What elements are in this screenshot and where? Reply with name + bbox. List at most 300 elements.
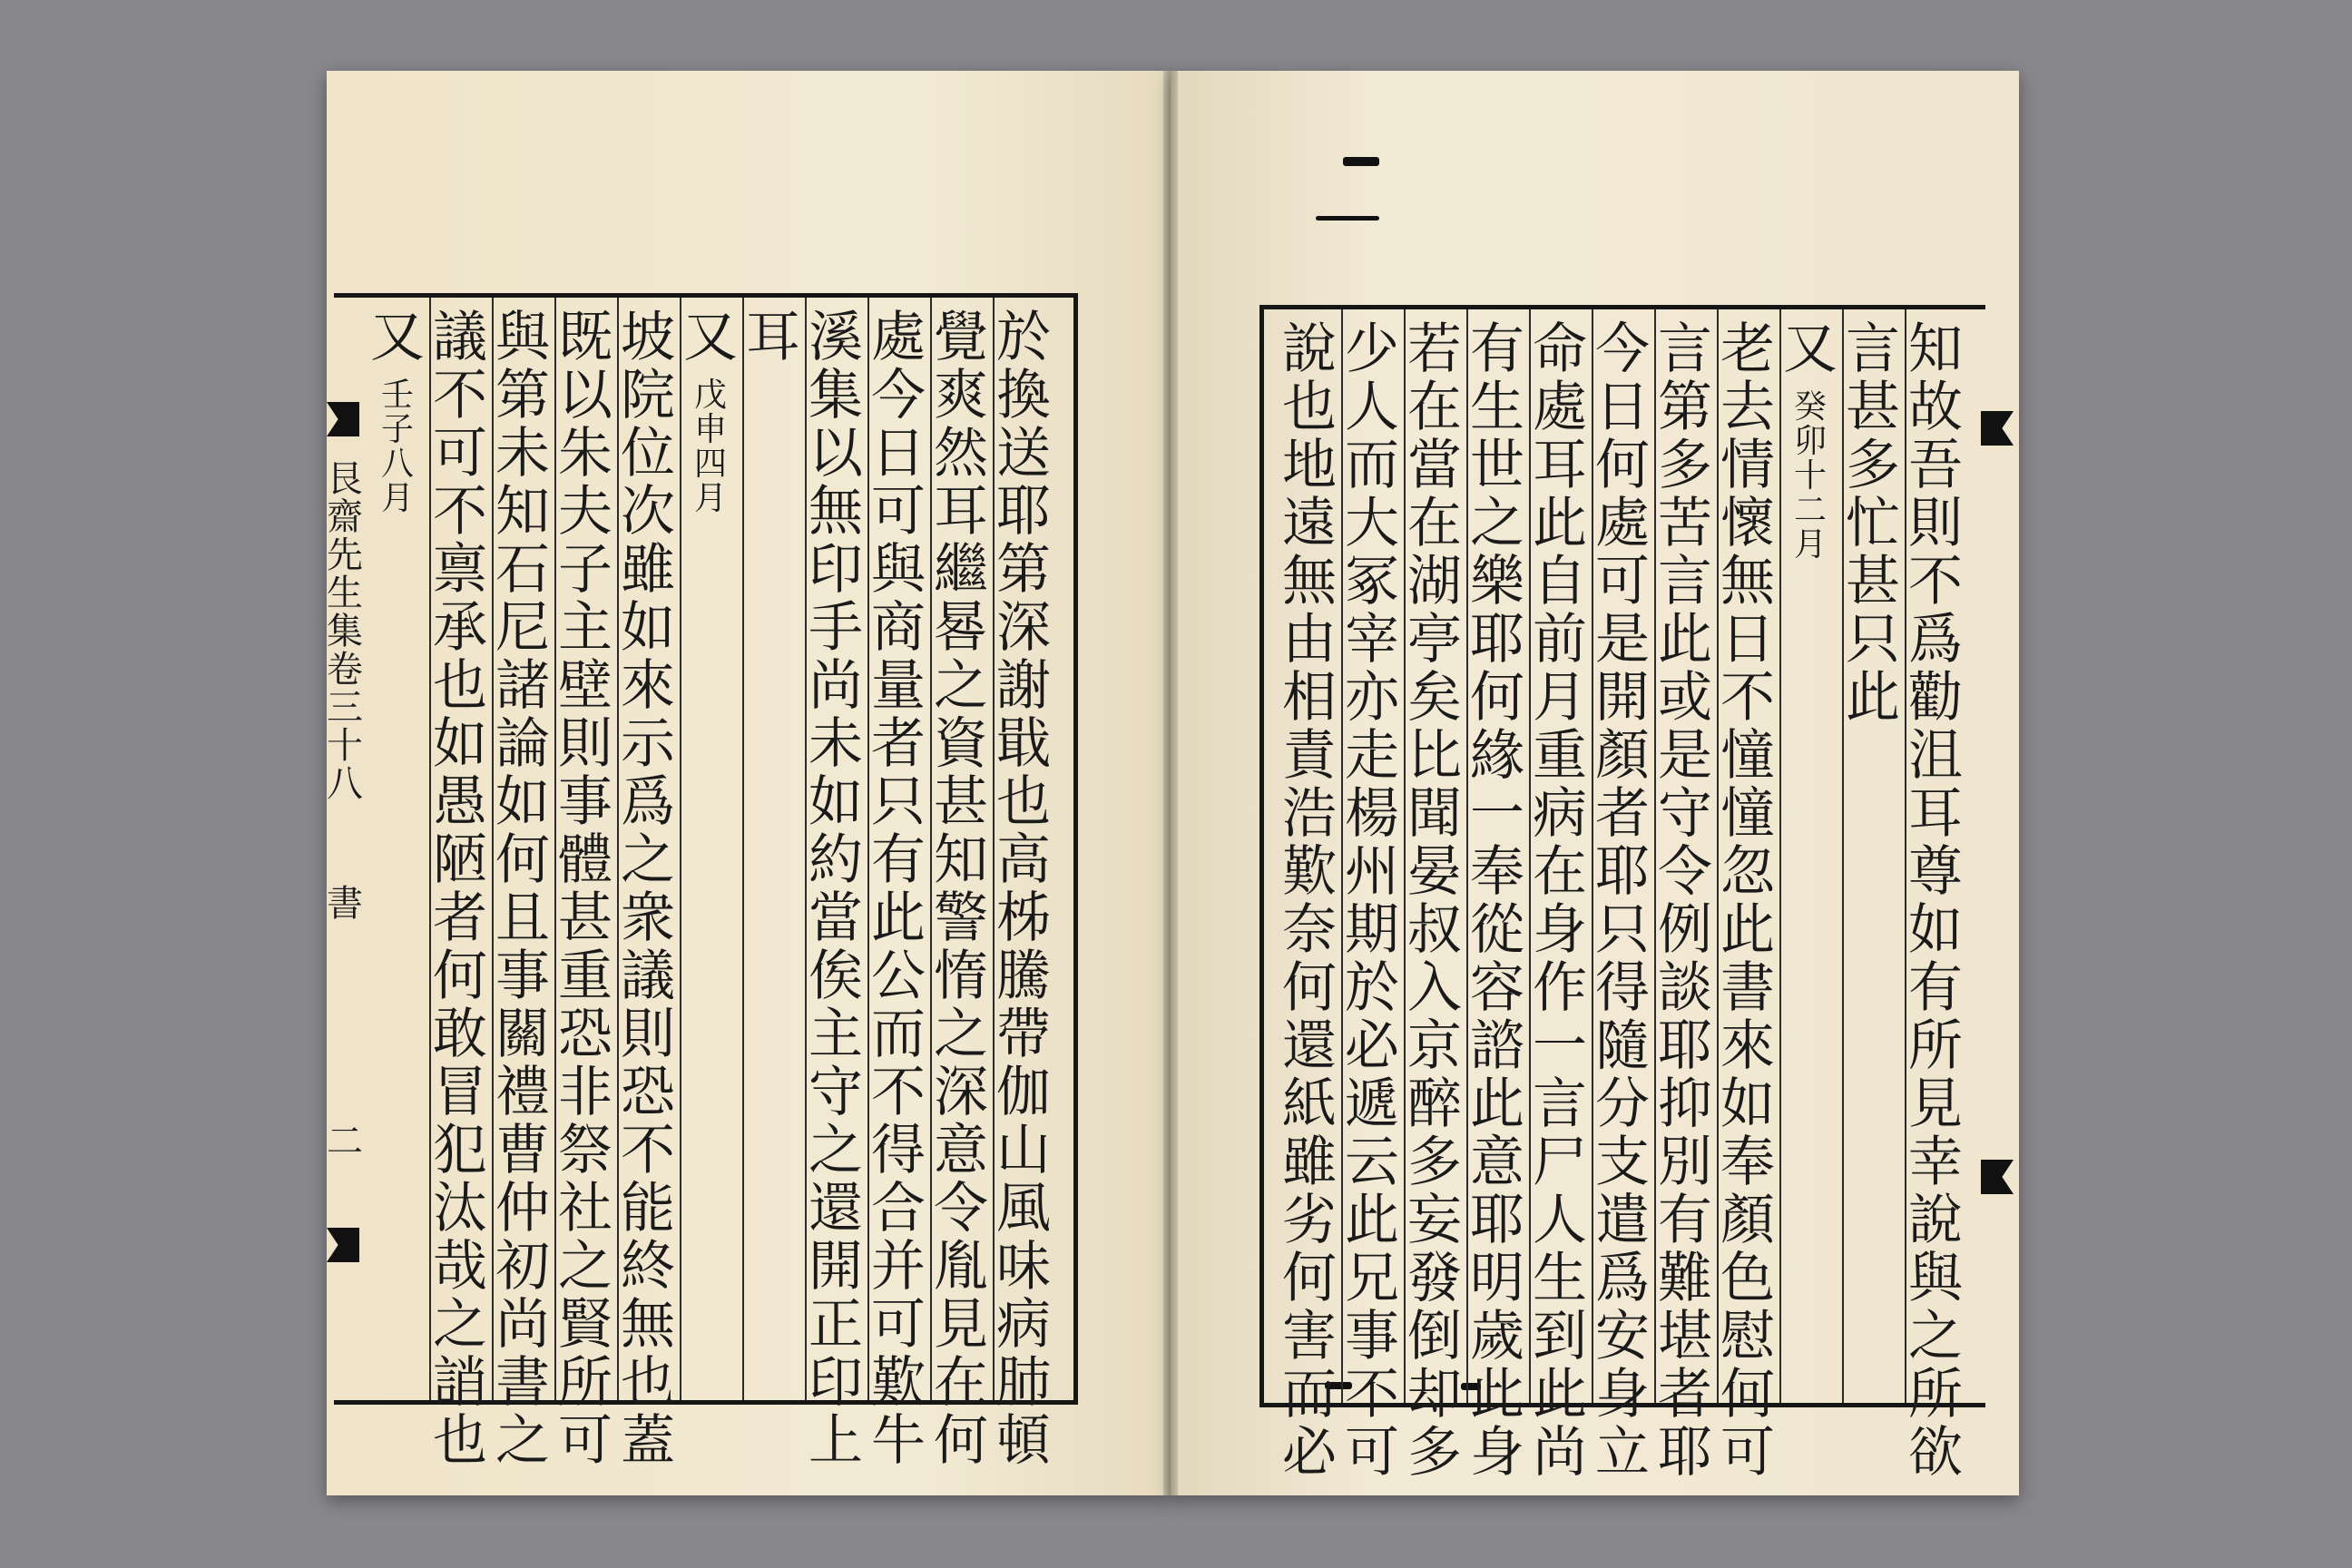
glyph: 當 bbox=[1407, 434, 1462, 497]
glyph: 病 bbox=[996, 1293, 1051, 1357]
glyph: 甚 bbox=[558, 887, 612, 950]
glyph: 妄 bbox=[1407, 1189, 1462, 1252]
glyph: 之 bbox=[433, 1293, 487, 1357]
glyph: 立 bbox=[1595, 1421, 1650, 1485]
glyph: 情 bbox=[1720, 434, 1775, 497]
glyph: 倒 bbox=[1407, 1305, 1462, 1368]
text-column bbox=[1781, 318, 1839, 381]
glyph: 承 bbox=[433, 596, 487, 660]
glyph: 身 bbox=[1595, 1363, 1650, 1426]
note-glyph: 癸 bbox=[1793, 388, 1827, 426]
glyph: 也 bbox=[621, 1351, 675, 1415]
text-column bbox=[556, 306, 614, 1473]
glyph: 今 bbox=[1595, 318, 1650, 381]
text-column bbox=[995, 306, 1053, 1473]
glyph: 朱 bbox=[558, 422, 612, 485]
glyph: 尚 bbox=[808, 654, 863, 718]
glyph: 作 bbox=[1533, 956, 1587, 1020]
glyph: 賢 bbox=[558, 1293, 612, 1357]
glyph: 顏 bbox=[1595, 724, 1650, 788]
glyph: 少 bbox=[1345, 318, 1399, 381]
glyph: 坡 bbox=[621, 306, 675, 369]
note-glyph: 子 bbox=[380, 411, 414, 448]
glyph: 從 bbox=[1470, 898, 1524, 962]
glyph: 山 bbox=[996, 1119, 1051, 1182]
glyph: 溪 bbox=[808, 306, 863, 369]
glyph: 於 bbox=[1345, 956, 1399, 1020]
glyph: 世 bbox=[1470, 434, 1524, 497]
glyph: 耳 bbox=[1533, 434, 1587, 497]
text-column bbox=[1468, 318, 1526, 1485]
glyph: 多 bbox=[1407, 1421, 1462, 1485]
glyph: 不 bbox=[433, 364, 487, 427]
glyph: 此 bbox=[1720, 898, 1775, 962]
glyph: 在 bbox=[1533, 840, 1587, 904]
note-glyph: 月 bbox=[693, 480, 727, 517]
glyph: 主 bbox=[808, 1003, 863, 1066]
glyph: 或 bbox=[1658, 666, 1712, 730]
glyph: 知 bbox=[934, 828, 988, 892]
glyph: 聞 bbox=[1407, 782, 1462, 846]
glyph: 之 bbox=[808, 1119, 863, 1182]
note-glyph: 八 bbox=[380, 446, 414, 483]
text-column bbox=[494, 306, 552, 1473]
glyph: 主 bbox=[558, 596, 612, 660]
glyph: 發 bbox=[1407, 1247, 1462, 1310]
glyph: 禮 bbox=[495, 1061, 550, 1124]
glyph: 緣 bbox=[1470, 724, 1524, 788]
glyph: 人 bbox=[1533, 1189, 1587, 1252]
glyph: 書 bbox=[1720, 956, 1775, 1020]
text-column bbox=[681, 306, 740, 369]
glyph: 還 bbox=[808, 1177, 863, 1240]
text-column bbox=[1280, 318, 1338, 1485]
glyph: 之 bbox=[1470, 492, 1524, 555]
glyph: 一 bbox=[1533, 1014, 1587, 1078]
glyph: 者 bbox=[1658, 1363, 1712, 1426]
glyph: 不 bbox=[1908, 550, 1963, 613]
glyph: 胤 bbox=[934, 1235, 988, 1298]
column-rule bbox=[1654, 309, 1656, 1403]
glyph: 何 bbox=[934, 1409, 988, 1473]
column-rule bbox=[1592, 309, 1593, 1403]
column-rule bbox=[930, 298, 932, 1400]
glyph: 奉 bbox=[1720, 1131, 1775, 1194]
text-column bbox=[1343, 318, 1401, 1485]
glyph: 可 bbox=[1720, 1421, 1775, 1485]
glyph: 例 bbox=[1658, 898, 1712, 962]
glyph: 深 bbox=[996, 596, 1051, 660]
glyph: 欲 bbox=[1908, 1421, 1963, 1485]
glyph: 俟 bbox=[808, 945, 863, 1008]
date-note bbox=[692, 379, 729, 517]
glyph: 者 bbox=[871, 712, 926, 776]
glyph: 忙 bbox=[1846, 492, 1900, 555]
glyph: 并 bbox=[871, 1235, 926, 1298]
glyph: 第 bbox=[1658, 376, 1712, 439]
glyph: 去 bbox=[1720, 376, 1775, 439]
glyph: 自 bbox=[1533, 550, 1587, 613]
glyph: 味 bbox=[996, 1235, 1051, 1298]
glyph: 比 bbox=[1407, 724, 1462, 788]
glyph: 劣 bbox=[1282, 1189, 1337, 1252]
glyph: 所 bbox=[558, 1351, 612, 1415]
glyph: 尸 bbox=[1533, 1131, 1587, 1194]
note-glyph: 月 bbox=[1793, 526, 1827, 564]
glyph: 仲 bbox=[495, 1177, 550, 1240]
glyph: 商 bbox=[871, 596, 926, 660]
glyph: 壁 bbox=[558, 654, 612, 718]
glyph: 頓 bbox=[996, 1409, 1051, 1473]
glyph: 不 bbox=[621, 1119, 675, 1182]
glyph: 晷 bbox=[934, 596, 988, 660]
glyph: 爲 bbox=[621, 770, 675, 834]
center-margin-title bbox=[325, 458, 365, 925]
glyph: 入 bbox=[1407, 956, 1462, 1020]
glyph: 今 bbox=[871, 364, 926, 427]
glyph: 又 bbox=[683, 306, 738, 369]
glyph: 爲 bbox=[1908, 608, 1963, 671]
glyph: 必 bbox=[1282, 1421, 1337, 1485]
glyph: 耶 bbox=[1595, 840, 1650, 904]
glyph: 肺 bbox=[996, 1351, 1051, 1415]
glyph: 愚 bbox=[433, 770, 487, 834]
glyph: 高 bbox=[996, 828, 1051, 892]
glyph: 遣 bbox=[1595, 1189, 1650, 1252]
text-column bbox=[807, 306, 865, 1473]
glyph: 風 bbox=[996, 1177, 1051, 1240]
glyph: 地 bbox=[1282, 434, 1337, 497]
glyph: 可 bbox=[871, 480, 926, 544]
glyph: 非 bbox=[558, 1061, 612, 1124]
glyph: 而 bbox=[1345, 434, 1399, 497]
glyph: 幸 bbox=[1908, 1131, 1963, 1194]
glyph: 耶 bbox=[996, 480, 1051, 544]
glyph: 何 bbox=[1595, 434, 1650, 497]
column-rule bbox=[1905, 309, 1906, 1403]
glyph: 也 bbox=[996, 770, 1051, 834]
glyph: 此 bbox=[1533, 492, 1587, 555]
glyph: 衆 bbox=[621, 887, 675, 950]
glyph: 事 bbox=[495, 945, 550, 1008]
glyph: 奉 bbox=[1470, 840, 1524, 904]
column-rule bbox=[1779, 309, 1781, 1403]
glyph: 有 bbox=[1908, 956, 1963, 1020]
glyph: 深 bbox=[934, 1061, 988, 1124]
note-glyph: 二 bbox=[1793, 492, 1827, 529]
glyph: 甚 bbox=[1846, 376, 1900, 439]
glyph: 京 bbox=[1407, 1014, 1462, 1078]
glyph: 牛 bbox=[871, 1409, 926, 1473]
note-glyph: 十 bbox=[1793, 457, 1827, 495]
glyph: 隨 bbox=[1595, 1014, 1650, 1078]
glyph: 多 bbox=[1846, 434, 1900, 497]
column-rule bbox=[1466, 309, 1468, 1403]
glyph: 期 bbox=[1345, 898, 1399, 962]
glyph: 無 bbox=[621, 1293, 675, 1357]
glyph: 石 bbox=[495, 538, 550, 602]
glyph: 大 bbox=[1345, 492, 1399, 555]
glyph: 體 bbox=[558, 828, 612, 892]
glyph: 夫 bbox=[558, 480, 612, 544]
glyph: 在 bbox=[1407, 492, 1462, 555]
glyph: 則 bbox=[558, 712, 612, 776]
glyph: 甚 bbox=[1846, 550, 1900, 613]
glyph: 惰 bbox=[934, 945, 988, 1008]
text-column bbox=[1593, 318, 1651, 1485]
glyph: 謝 bbox=[996, 654, 1051, 718]
text-column bbox=[932, 306, 990, 1473]
glyph: 子 bbox=[558, 538, 612, 602]
column-rule bbox=[1717, 309, 1719, 1403]
note-glyph: 戊 bbox=[693, 377, 727, 414]
glyph: 者 bbox=[1595, 782, 1650, 846]
glyph: 能 bbox=[621, 1177, 675, 1240]
column-rule bbox=[742, 298, 744, 1400]
glyph: 於 bbox=[996, 306, 1051, 369]
glyph: 前 bbox=[1533, 608, 1587, 671]
glyph: 處 bbox=[871, 306, 926, 369]
glyph: 可 bbox=[1345, 1421, 1399, 1485]
glyph: 蓋 bbox=[621, 1409, 675, 1473]
glyph: 印 bbox=[808, 538, 863, 602]
glyph: 重 bbox=[1533, 724, 1587, 788]
glyph: 曹 bbox=[495, 1119, 550, 1182]
glyph: 耳 bbox=[1908, 782, 1963, 846]
glyph: 吾 bbox=[1908, 434, 1963, 497]
glyph: 送 bbox=[996, 422, 1051, 485]
glyph: 耳 bbox=[746, 306, 800, 369]
glyph: 約 bbox=[808, 828, 863, 892]
glyph: 社 bbox=[558, 1177, 612, 1240]
text-column bbox=[431, 306, 489, 1473]
glyph: 是 bbox=[1658, 724, 1712, 788]
glyph: 日 bbox=[1720, 608, 1775, 671]
glyph: 犯 bbox=[433, 1119, 487, 1182]
glyph: 警 bbox=[934, 887, 988, 950]
glyph: 院 bbox=[621, 364, 675, 427]
note-glyph: 申 bbox=[693, 411, 727, 448]
glyph: 抑 bbox=[1658, 1073, 1712, 1136]
note-glyph: 卯 bbox=[1793, 423, 1827, 460]
open-book bbox=[327, 71, 2019, 1495]
glyph: 未 bbox=[495, 422, 550, 485]
glyph: 集 bbox=[808, 364, 863, 427]
glyph: 只 bbox=[1595, 898, 1650, 962]
glyph: 未 bbox=[808, 712, 863, 776]
glyph: 談 bbox=[1658, 956, 1712, 1020]
glyph: 然 bbox=[934, 422, 988, 485]
glyph: 兄 bbox=[1345, 1247, 1399, 1310]
glyph: 如 bbox=[621, 596, 675, 660]
text-column bbox=[1656, 318, 1714, 1485]
column-rule bbox=[1842, 309, 1844, 1403]
glyph: 安 bbox=[1595, 1305, 1650, 1368]
column-rule bbox=[993, 298, 995, 1400]
glyph: 尚 bbox=[1533, 1421, 1587, 1485]
book-gutter bbox=[1163, 71, 1178, 1495]
glyph: 生 bbox=[1533, 1247, 1587, 1310]
glyph: 遞 bbox=[1345, 1073, 1399, 1136]
glyph: 禀 bbox=[433, 538, 487, 602]
glyph: 明 bbox=[1470, 1247, 1524, 1310]
glyph: 位 bbox=[621, 422, 675, 485]
glyph: 何 bbox=[1720, 1363, 1775, 1426]
column-rule bbox=[492, 298, 494, 1400]
glyph: 可 bbox=[871, 1293, 926, 1357]
glyph: 如 bbox=[1908, 898, 1963, 962]
right-page bbox=[1171, 71, 2019, 1495]
glyph: 苦 bbox=[1658, 492, 1712, 555]
text-column bbox=[1719, 318, 1777, 1485]
glyph: 必 bbox=[1345, 1014, 1399, 1078]
text-column bbox=[1844, 318, 1902, 730]
left-page bbox=[327, 71, 1171, 1495]
glyph: 又 bbox=[1783, 318, 1838, 381]
glyph: 奈 bbox=[1282, 898, 1337, 962]
glyph: 楊 bbox=[1345, 782, 1399, 846]
glyph: 不 bbox=[1345, 1363, 1399, 1426]
glyph: 在 bbox=[1407, 376, 1462, 439]
glyph: 尚 bbox=[495, 1293, 550, 1357]
glyph: 此 bbox=[871, 887, 926, 950]
glyph: 矣 bbox=[1407, 666, 1462, 730]
glyph: 之 bbox=[934, 654, 988, 718]
glyph: 騰 bbox=[996, 945, 1051, 1008]
glyph: 遠 bbox=[1282, 492, 1337, 555]
glyph: 處 bbox=[1595, 492, 1650, 555]
glyph: 說 bbox=[1908, 1189, 1963, 1252]
glyph: 言 bbox=[1658, 318, 1712, 381]
glyph: 一 bbox=[1470, 782, 1524, 846]
note-glyph: 月 bbox=[380, 480, 414, 517]
glyph: 又 bbox=[370, 306, 425, 369]
glyph: 此 bbox=[1533, 1363, 1587, 1426]
note-glyph: 壬 bbox=[380, 377, 414, 414]
glyph: 顏 bbox=[1720, 1189, 1775, 1252]
text-column bbox=[744, 306, 802, 369]
glyph: 之 bbox=[558, 1235, 612, 1298]
glyph: 汰 bbox=[433, 1177, 487, 1240]
glyph: 見 bbox=[1908, 1073, 1963, 1136]
glyph: 初 bbox=[495, 1235, 550, 1298]
margin-char: 生 bbox=[327, 573, 363, 614]
glyph: 冒 bbox=[433, 1061, 487, 1124]
glyph: 與 bbox=[495, 306, 550, 369]
glyph: 示 bbox=[621, 712, 675, 776]
glyph: 戢 bbox=[996, 712, 1051, 776]
glyph: 得 bbox=[1595, 956, 1650, 1020]
glyph: 沮 bbox=[1908, 724, 1963, 788]
glyph: 生 bbox=[1470, 376, 1524, 439]
glyph: 宰 bbox=[1345, 608, 1399, 671]
glyph: 湖 bbox=[1407, 550, 1462, 613]
glyph: 無 bbox=[808, 480, 863, 544]
glyph: 令 bbox=[1658, 840, 1712, 904]
glyph: 換 bbox=[996, 364, 1051, 427]
glyph: 勸 bbox=[1908, 666, 1963, 730]
glyph: 此 bbox=[1470, 1363, 1524, 1426]
glyph: 帶 bbox=[996, 1003, 1051, 1066]
column-rule bbox=[617, 298, 619, 1400]
glyph: 柹 bbox=[996, 887, 1051, 950]
column-rule bbox=[429, 298, 431, 1400]
glyph: 量 bbox=[871, 654, 926, 718]
glyph: 所 bbox=[1908, 1014, 1963, 1078]
glyph: 來 bbox=[1720, 1014, 1775, 1078]
glyph: 來 bbox=[621, 654, 675, 718]
glyph: 何 bbox=[1470, 666, 1524, 730]
date-note bbox=[379, 379, 416, 517]
glyph: 紙 bbox=[1282, 1073, 1337, 1136]
margin-char: 先 bbox=[327, 534, 363, 576]
glyph: 老 bbox=[1720, 318, 1775, 381]
glyph: 容 bbox=[1470, 956, 1524, 1020]
glyph: 第 bbox=[996, 538, 1051, 602]
glyph: 事 bbox=[1345, 1305, 1399, 1368]
glyph: 云 bbox=[1345, 1131, 1399, 1194]
glyph: 有 bbox=[1470, 318, 1524, 381]
glyph: 分 bbox=[1595, 1073, 1650, 1136]
fish-tail-mark-top bbox=[327, 402, 359, 436]
text-column bbox=[1531, 318, 1589, 1485]
glyph: 以 bbox=[808, 422, 863, 485]
glyph: 身 bbox=[1533, 898, 1587, 962]
glyph: 如 bbox=[808, 770, 863, 834]
text-column bbox=[1906, 318, 1965, 1485]
glyph: 手 bbox=[808, 596, 863, 660]
glyph: 祭 bbox=[558, 1119, 612, 1182]
fish-tail-mark-bottom bbox=[327, 1228, 359, 1262]
glyph: 耶 bbox=[1470, 1189, 1524, 1252]
column-rule bbox=[1341, 309, 1343, 1403]
glyph: 此 bbox=[1345, 1189, 1399, 1252]
glyph: 諸 bbox=[495, 654, 550, 718]
glyph: 是 bbox=[1595, 608, 1650, 671]
glyph: 雖 bbox=[1282, 1131, 1337, 1194]
glyph: 論 bbox=[495, 712, 550, 776]
glyph: 樂 bbox=[1470, 550, 1524, 613]
glyph: 歎 bbox=[1282, 840, 1337, 904]
glyph: 身 bbox=[1470, 1421, 1524, 1485]
glyph: 不 bbox=[1720, 666, 1775, 730]
glyph: 可 bbox=[558, 1409, 612, 1473]
glyph: 守 bbox=[808, 1061, 863, 1124]
glyph: 敢 bbox=[433, 1003, 487, 1066]
glyph: 之 bbox=[934, 1003, 988, 1066]
glyph: 在 bbox=[934, 1351, 988, 1415]
column-rule bbox=[1404, 309, 1406, 1403]
glyph: 也 bbox=[433, 1409, 487, 1473]
glyph: 如 bbox=[433, 712, 487, 776]
glyph: 歎 bbox=[871, 1351, 926, 1415]
glyph: 色 bbox=[1720, 1247, 1775, 1310]
glyph: 日 bbox=[871, 422, 926, 485]
glyph: 正 bbox=[808, 1293, 863, 1357]
right-text-frame bbox=[1259, 305, 1985, 1485]
glyph: 故 bbox=[1908, 376, 1963, 439]
left-text-frame bbox=[334, 293, 1078, 1473]
glyph: 無 bbox=[1282, 550, 1337, 613]
glyph: 不 bbox=[871, 1061, 926, 1124]
glyph: 者 bbox=[433, 887, 487, 950]
glyph: 事 bbox=[558, 770, 612, 834]
glyph: 哉 bbox=[433, 1235, 487, 1298]
glyph: 却 bbox=[1407, 1363, 1462, 1426]
fish-tail-mark-bottom bbox=[1981, 1160, 2014, 1194]
column-rule bbox=[554, 298, 556, 1400]
glyph: 叔 bbox=[1407, 898, 1462, 962]
